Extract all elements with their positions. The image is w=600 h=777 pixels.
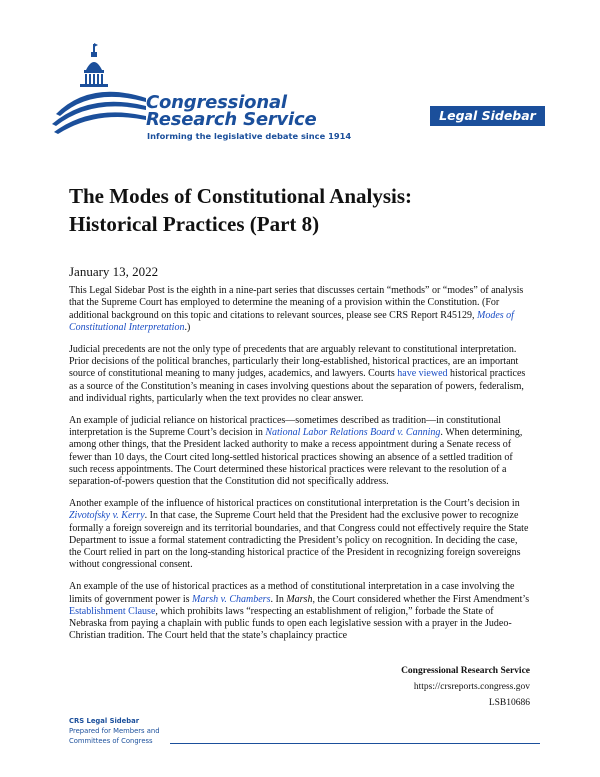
title-line-2: Historical Practices (Part 8) [69,212,320,236]
title-line-1: The Modes of Constitutional Analysis: [69,184,413,208]
organization-name-line2: Research Service [146,109,317,130]
link-marsh-v-chambers[interactable]: Marsh v. Chambers [192,593,271,605]
page-footer-left [69,716,160,746]
footer-organization: Congressional Research Service [401,666,530,676]
link-modes-of-constitutional-interpretation[interactable]: Modes of Constitutional Interpretation [69,309,514,333]
footer-prepared-for-line2: Committees of Congress [69,737,153,745]
organization-tagline: Informing the legislative debate since 1914 [147,131,352,141]
paragraph-1: This Legal Sidebar Post is the eighth in a nine-part series that discusses certain “methods” or “modes” of analysis that the Supreme Court has employed to determine the meaning of a provision within the Constitution. (For additional background on this topic and citations to relevant sources, please see CRS Report R45129, Modes of Constitutional Interpretation.) [69,285,524,333]
page-footer-right [401,663,530,711]
organization-name [146,94,406,128]
paragraph-5: An example of the use of historical practices as a method of constitutional interpretation in a case involving the limits of government power is Marsh v. Chambers. In Marsh, the Court considered whether the First Amendment’s Establishment Clause, which prohibits laws “respecting an establishment of religion,” forbade the State of Nebraska from paying a chaplain with public funds to open each legislative session with a prayer in the Judeo-Christian tradition. The Court held that the state’s chaplaincy practice [69,581,530,642]
paragraph-2: Judicial precedents are not the only type of precedents that are arguably relevant to constitutional interpretation. Prior decisions of the political branches, particularly their long-established, historical practices, are an important source of constitutional meaning to many judges, academics, and lawyers. Courts have viewed historical practices as a source of the Constitution’s meaning in cases involving questions about the separation of powers, federalism, and individual rights, particularly when the text provides no clear answer. [69,343,526,404]
article-body [69,285,531,652]
link-establishment-clause[interactable]: Establishment Clause [69,605,156,617]
paragraph-3: An example of judicial reliance on historical practices—sometimes described as tradition—in constitutional interpretation is the Supreme Court’s decision in National Labor Relations Board v. Canning. When determining, among other things, that the President lacked authority to make a recess appointment during a Senate recess of fewer than 10 days, the Court cited long-settled historical practices showing an absence of a settled tradition of such recess appointments. The Court determined these historical practices were relevant to the resolution of a separation-of-powers question that the Constitution did not specifically address. [69,414,523,488]
link-nlrb-v-canning[interactable]: National Labor Relations Board v. Canning [265,426,441,438]
footer-series-title: CRS Legal Sidebar [69,717,140,725]
footer-divider [170,743,540,744]
page-title [69,182,539,238]
link-have-viewed[interactable]: have viewed [397,368,448,380]
legal-sidebar-badge: Legal Sidebar [430,106,545,126]
link-zivotofsky-v-kerry[interactable]: Zivotofsky v. Kerry [69,510,145,522]
capitol-dome-logo [50,40,150,140]
organization-name-line1: Congressional [146,92,287,113]
paragraph-4: Another example of the influence of historical practices on constitutional interpretation is the Court’s decision in Zivotofsky v. Kerry. In that case, the Supreme Court held that the President had the exclusive power to recognize formally a foreign sovereign and its territorial boundaries, and that Congress could not effectively require the State Department to issue a formal statement contradicting the President’s policy on recognition. In deciding the case, the Court relied in part on the long-standing historical practice of the President in recognizing foreign sovereigns without congressional consent. [69,497,529,571]
publication-date: January 13, 2022 [69,264,159,279]
footer-report-id: LSB10686 [488,698,530,708]
footer-url[interactable]: https://crsreports.congress.gov [413,682,530,692]
footer-prepared-for-line1: Prepared for Members and [69,727,160,735]
page-header [50,40,550,140]
